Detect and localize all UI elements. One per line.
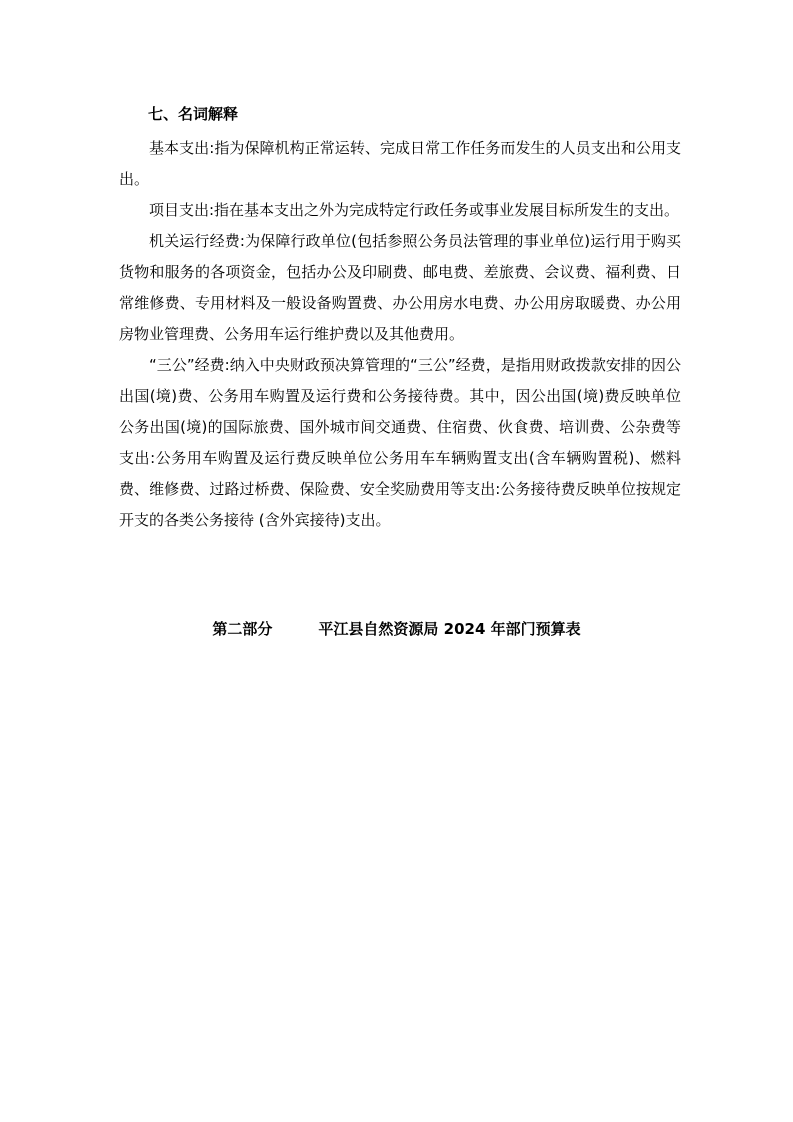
definition-project-expenditure: 项目支出:指在基本支出之外为完成特定行政任务或事业发展目标所发生的支出。 xyxy=(149,201,680,219)
section-heading: 七、名词解释 xyxy=(148,105,239,123)
definition-three-public-funds: “三公”经费:纳入中央财政预决算管理的“三公”经费，是指用财政拨款安排的因公出国(境)费、公务用车购置及运行费和公务接待费。其中，因公出国(境)费反映单位公务出国(境)的国际旅费、国外城市间交通费、住宿费、伙食费、培训费、公杂费等支出:公务用车购置及运行费反映单位公务用车车辆购置支出(含车辆购置税)、燃料费、维修费、过路过桥费、保险费、安全奖励费用等支出:公务接待费反映单位按规定开支的各类公务接待 (含外宾接待)支出。 xyxy=(119,356,681,529)
part-label: 第二部分 xyxy=(212,620,273,638)
budget-table-title: 平江县自然资源局 2024 年部门预算表 xyxy=(318,620,581,638)
definition-basic-expenditure: 基本支出:指为保障机构正常运转、完成日常工作任务而发生的人员支出和公用支出。 xyxy=(119,139,681,188)
part-two-title xyxy=(0,619,793,639)
definition-operating-funds: 机关运行经费:为保障行政单位(包括参照公务员法管理的事业单位)运行用于购买货物和服务的各项资金，包括办公及印刷费、邮电费、差旅费、会议费、福利费、日常维修费、专用材料及一般设备购置费、办公用房水电费、办公用房取暖费、办公用房物业管理费、公务用车运行维护费以及其他费用。 xyxy=(119,232,681,343)
definitions-body xyxy=(119,133,681,536)
